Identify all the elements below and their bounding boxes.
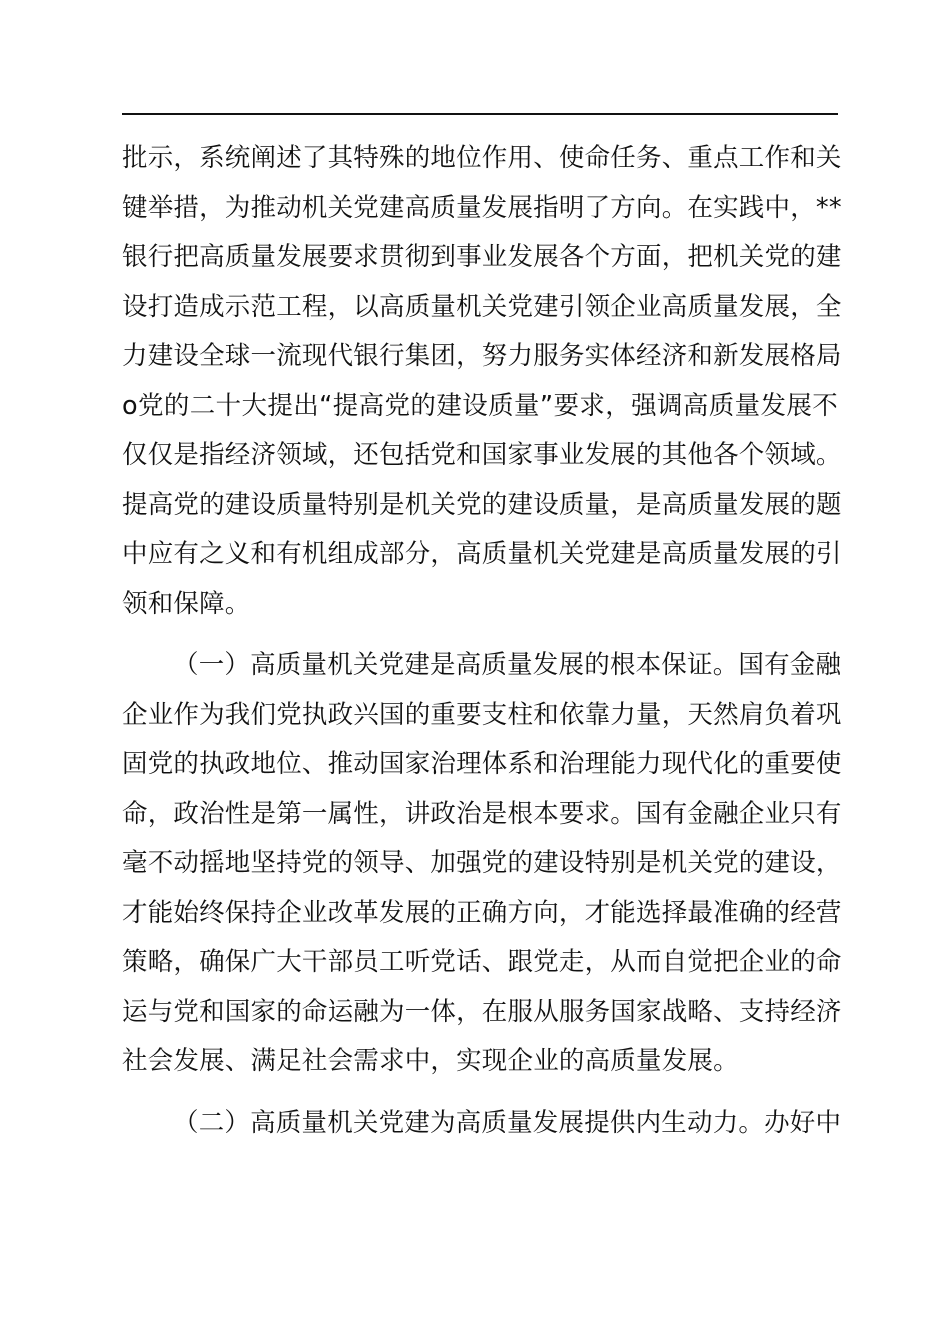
text-line: 键举措，为推动机关党建高质量发展指明了方向。在实践中，** [122, 192, 842, 223]
text-line: 固党的执政地位、推动国家治理体系和治理能力现代化的重要使 [122, 749, 842, 779]
text-line: 运与党和国家的命运融为一体，在服从服务国家战略、支持经济 [122, 996, 842, 1027]
text-line: o党的二十大提出“提高党的建设质量”要求，强调高质量发展不 [122, 390, 838, 421]
paragraph-gap [122, 631, 838, 643]
text-line: 才能始终保持企业改革发展的正确方向，才能选择最准确的经营 [122, 897, 842, 928]
text-line: 毫不动摇地坚持党的领导、加强党的建设特别是机关党的建设， [122, 848, 842, 878]
header-rule [122, 113, 838, 115]
text-line: 领和保障。 [122, 588, 251, 619]
document-body [122, 136, 842, 1150]
section-heading-line: （一）高质量机关党建是高质量发展的根本保证。国有金融 [173, 650, 842, 680]
text-line: 仅仅是指经济领域，还包括党和国家事业发展的其他各个领域。 [122, 440, 842, 470]
section-two-paragraph [122, 1101, 842, 1151]
text-line: 中应有之义和有机组成部分，高质量机关党建是高质量发展的引 [122, 539, 842, 569]
section-heading-line: （二）高质量机关党建为高质量发展提供内生动力。办好中 [173, 1107, 842, 1138]
paragraph-gap [122, 1089, 838, 1101]
text-line: 设打造成示范工程，以高质量机关党建引领企业高质量发展，全 [122, 291, 842, 322]
text-line: 命，政治性是第一属性，讲政治是根本要求。国有金融企业只有 [122, 798, 842, 829]
text-line: 社会发展、满足社会需求中，实现企业的高质量发展。 [122, 1046, 739, 1076]
text-line: 企业作为我们党执政兴国的重要支柱和依靠力量，天然肩负着巩 [122, 699, 842, 730]
text-line: 力建设全球一流现代银行集团，努力服务实体经济和新发展格局 [122, 341, 842, 371]
text-line: 提高党的建设质量特别是机关党的建设质量，是高质量发展的题 [122, 489, 842, 520]
section-one-paragraph [122, 643, 842, 1089]
intro-paragraph [122, 136, 842, 631]
text-line: 批示，系统阐述了其特殊的地位作用、使命任务、重点工作和关 [122, 143, 842, 173]
text-line: 银行把高质量发展要求贯彻到事业发展各个方面，把机关党的建 [122, 242, 842, 272]
text-line: 策略，确保广大干部员工听党话、跟党走，从而自觉把企业的命 [122, 947, 842, 977]
